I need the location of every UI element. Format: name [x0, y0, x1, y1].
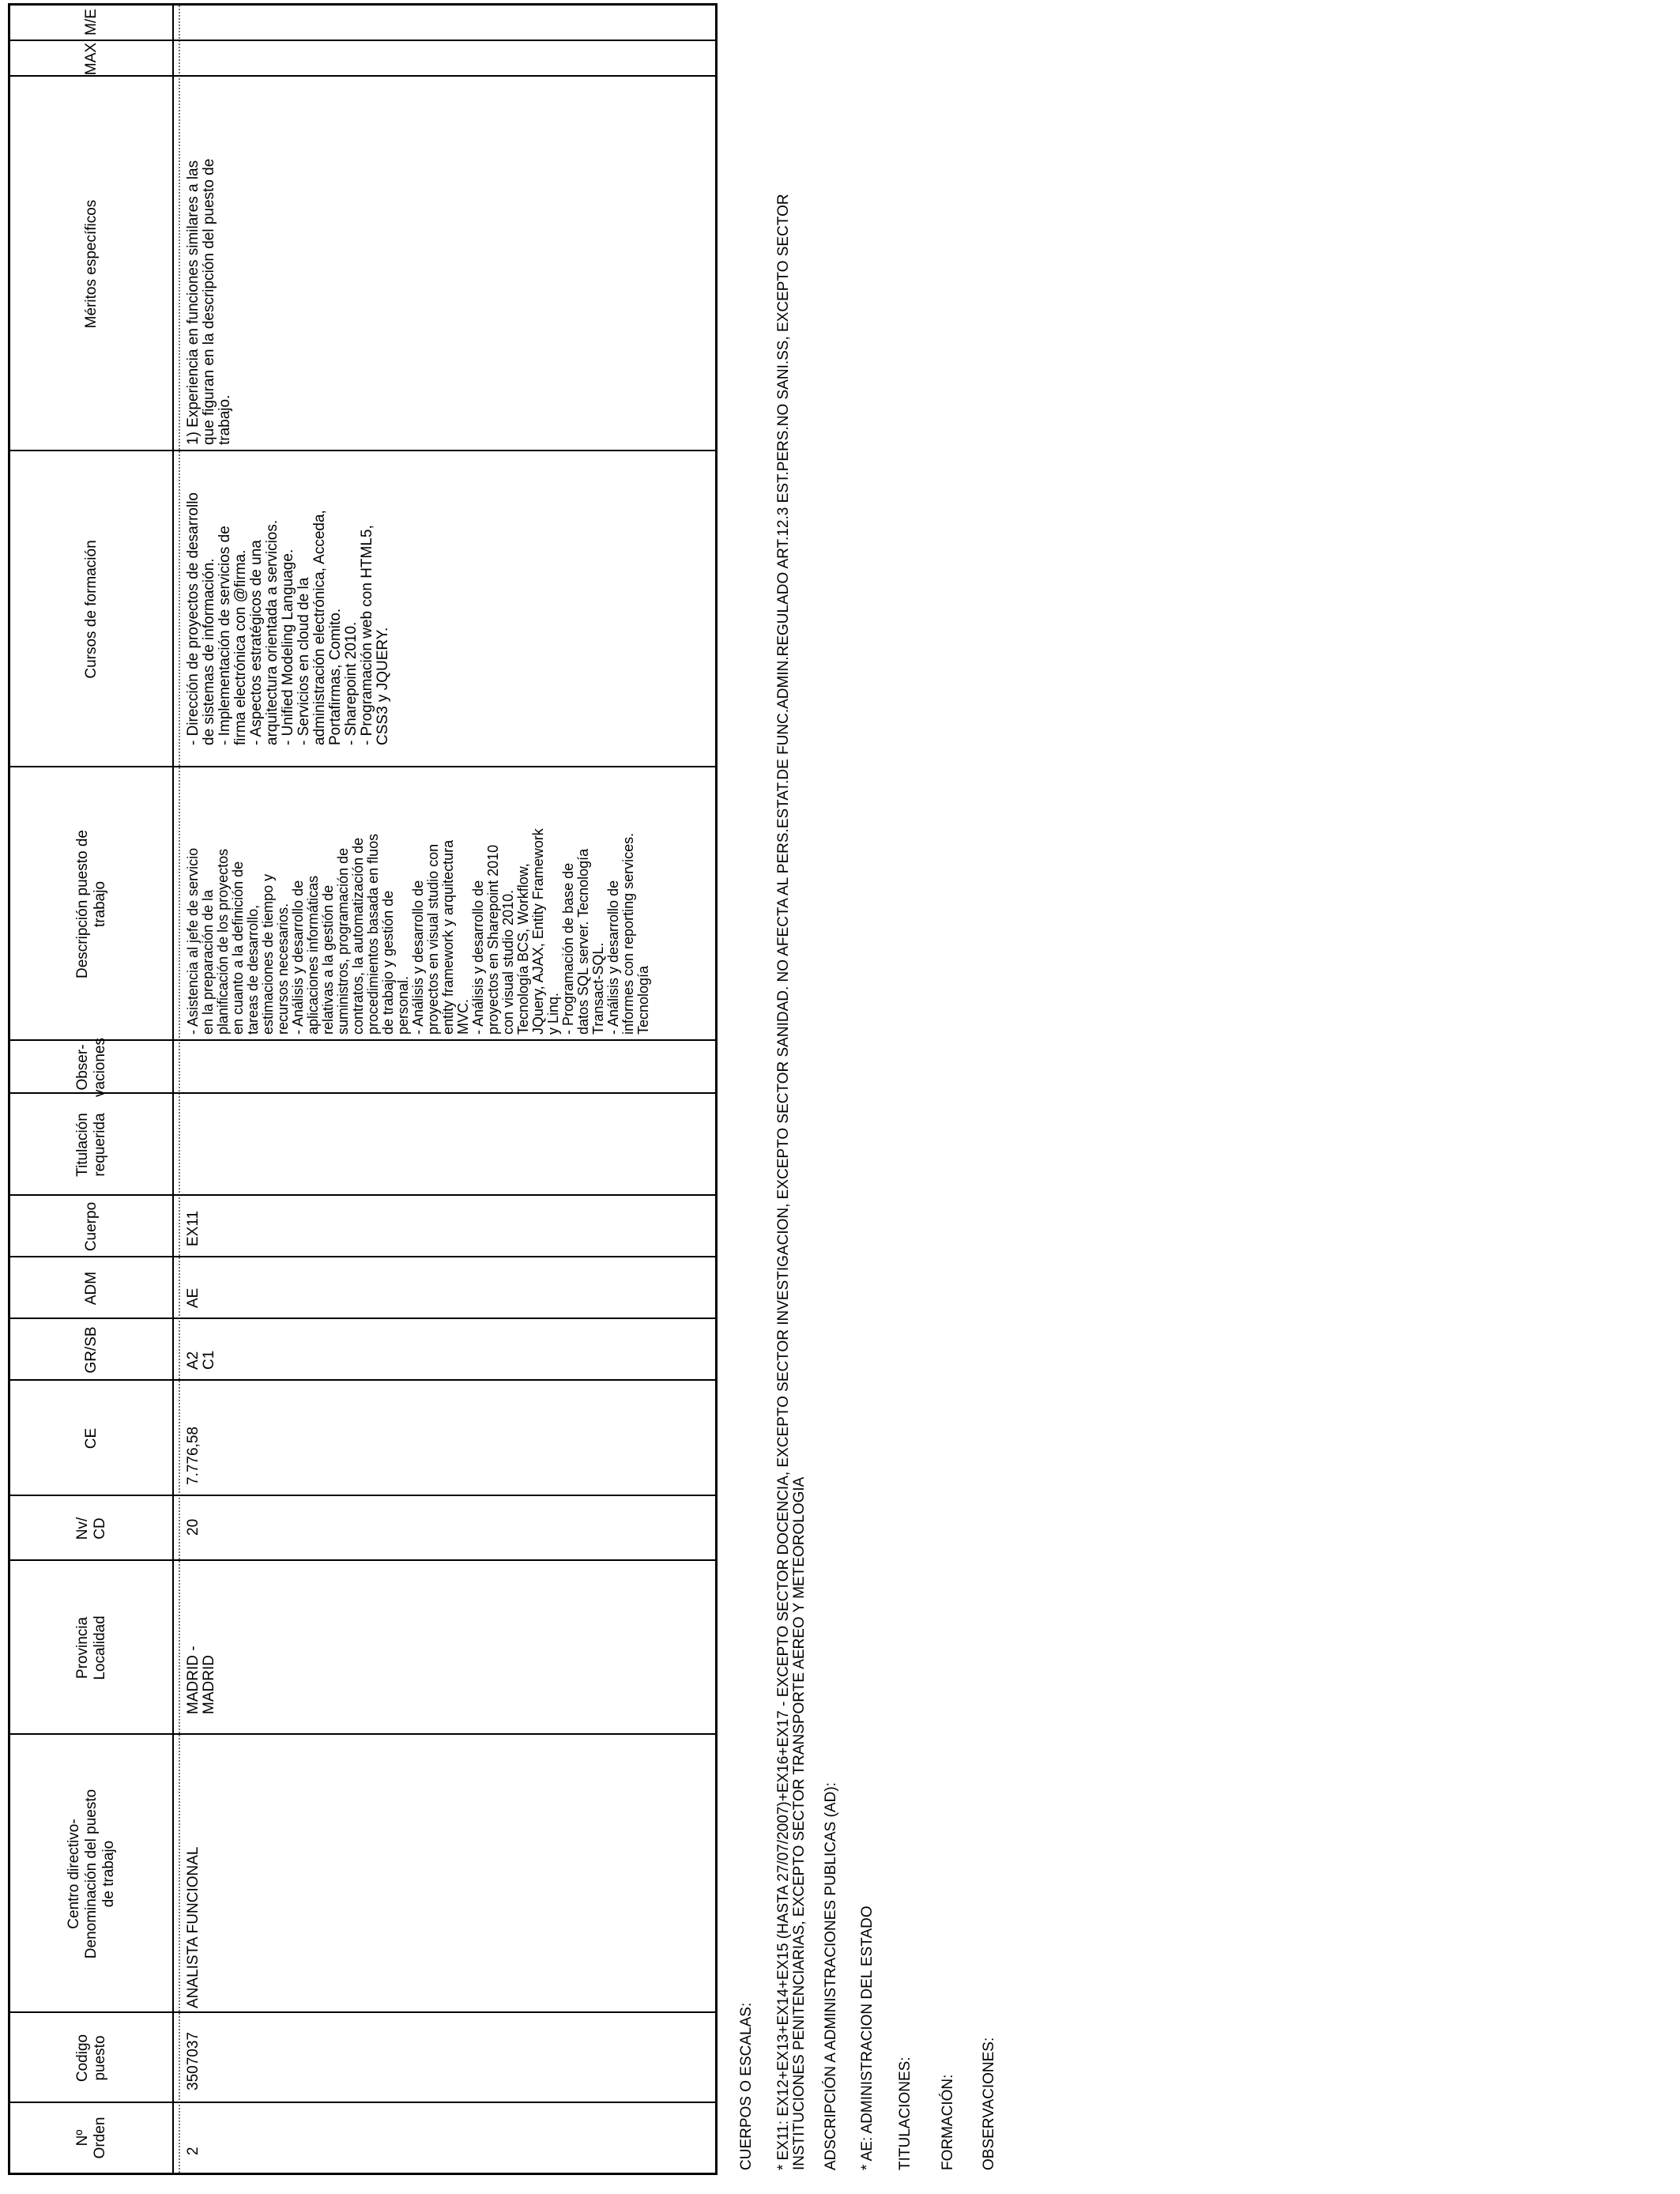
cell-provincia: MADRID - MADRID: [185, 1646, 217, 1714]
header-grupo-label: GR/SB: [82, 1326, 100, 1374]
header-separator: [172, 6, 174, 2173]
cell-ce: 7.776,58: [185, 1427, 202, 1485]
adscripcion-text: * AE: ADMINISTRACION DEL ESTADO: [859, 1906, 876, 2170]
cuerpos-text: * EX11: EX12+EX13+EX14+EX15 (HASTA 27/07/2007)+EX16+EX17 - EXCEPTO SECTOR DOCENCIA, EXCEPTO SECTOR INVESTIGACION, EXCEPTO SECTOR SANIDAD. NO AFECTA AL PERS.ESTAT.DE FUNC.ADMIN.REGULADO ART.12.3 EST.PERS.NO SANI.SS, EXCEPTO SECTOR INSTITUCIONES PENITENCIARIAS, EXCEPTO SECTOR TRANSPORTE AEREO Y METEOROLOGIA: [775, 194, 808, 2170]
cell-nivel: 20: [185, 1518, 202, 1536]
header-titulacion: [10, 1094, 172, 1196]
header-nivel-label: Nv/ CD: [73, 1517, 108, 1540]
header-provincia: [10, 1561, 172, 1735]
header-provincia-label: Provincia Localidad: [73, 1615, 108, 1680]
cell-codigo: 3507037: [185, 2032, 202, 2090]
header-descripcion-label: Descripción puesto de trabajo: [73, 830, 108, 978]
header-nivel: [10, 1496, 172, 1561]
cuerpos-title: CUERPOS O ESCALAS:: [738, 2002, 755, 2170]
header-max-label: MAX: [82, 42, 100, 76]
header-orden-label: Nº Orden: [73, 2117, 108, 2159]
cell-orden: 2: [185, 2147, 202, 2155]
header-observaciones-label: Obser- vaciones: [73, 1038, 108, 1097]
header-cursos: [10, 451, 172, 767]
observaciones-label: OBSERVACIONES:: [981, 2037, 997, 2170]
header-grupo: [10, 1319, 172, 1381]
header-descripcion: [10, 767, 172, 1041]
header-meritos: [10, 77, 172, 451]
header-meritos-label: Méritos específicos: [82, 199, 100, 329]
formacion-label: FORMACIÓN:: [940, 2074, 956, 2170]
header-titulacion-label: Titulación requerida: [73, 1113, 108, 1177]
titulaciones-label: TITULACIONES:: [897, 2056, 913, 2170]
cell-meritos: 1) Experiencia en funciones similares a las que figuran en la descripción del puesto de trabajo.: [185, 158, 233, 445]
header-dotted-rule: [179, 6, 180, 2173]
cell-descripcion: - Asistencia al jefe de servicio en la preparación de la planificación de los proyectos en cuanto a la definición de tareas de desarrollo, estimaciones de tiempo y recursos necesarios. - Análisis y desarrollo de aplicaciones informáticas relativas a la gestión de suministros, programación de contratos, la automatización de procedimientos basada en fluos de trabajo y gestión de personal. - Análisis y desarrollo de proyectos en visual studio con entity framework y arquitectura MVC. - Análisis y desarrollo de proyectos en Sharepoint 2010 con visual studio 2010. Tecnología BCS, Workflow, JQuery, AJAX, Entity Framework y Linq. - Programación de base de datos SQL server. Tecnología Transact-SQL. - Análisis y desarrollo de informes con reporting services. Tecnología: [185, 828, 651, 1035]
cell-adm: AE: [185, 1287, 202, 1308]
header-ce: [10, 1381, 172, 1496]
header-codigo: [10, 2013, 172, 2103]
cell-cuerpo: EX11: [185, 1210, 202, 1246]
header-orden: [10, 2103, 172, 2173]
cell-grupo: A2 C1: [185, 1350, 217, 1370]
header-centro-label: Centro directivo- Denominación del puesto de trabajo: [65, 1789, 117, 1959]
job-positions-table: [8, 3, 718, 2175]
cell-cursos: - Dirección de proyectos de desarrollo de sistemas de información. - Implementación de servicios de firma electrónica con @firma. - Aspectos estratégicos de una arquitectura orientada a servicios. - Unified Modeling Language. - Servicios en cloud de la administración electrónica, Acceda, Portafirmas, Comito. - Sharepoint 2010. - Programación web con HTML5, CSS3 y JQUERY.: [185, 492, 391, 745]
header-max: [10, 41, 172, 77]
header-me-label: M/E: [82, 9, 100, 36]
cell-centro: ANALISTA FUNCIONAL: [185, 1846, 202, 2008]
header-adm: [10, 1257, 172, 1319]
header-ce-label: CE: [82, 1427, 100, 1449]
adscripcion-title: ADSCRIPCIÓN A ADMINISTRACIONES PUBLICAS (AD):: [823, 1782, 839, 2170]
header-centro: [10, 1735, 172, 2013]
header-cursos-label: Cursos de formación: [82, 540, 100, 679]
header-cuerpo: [10, 1196, 172, 1257]
header-me: [10, 3, 172, 41]
header-cuerpo-label: Cuerpo: [82, 1201, 100, 1252]
header-observaciones: [10, 1038, 172, 1097]
header-adm-label: ADM: [82, 1271, 100, 1306]
header-codigo-label: Codigo puesto: [73, 2034, 108, 2083]
